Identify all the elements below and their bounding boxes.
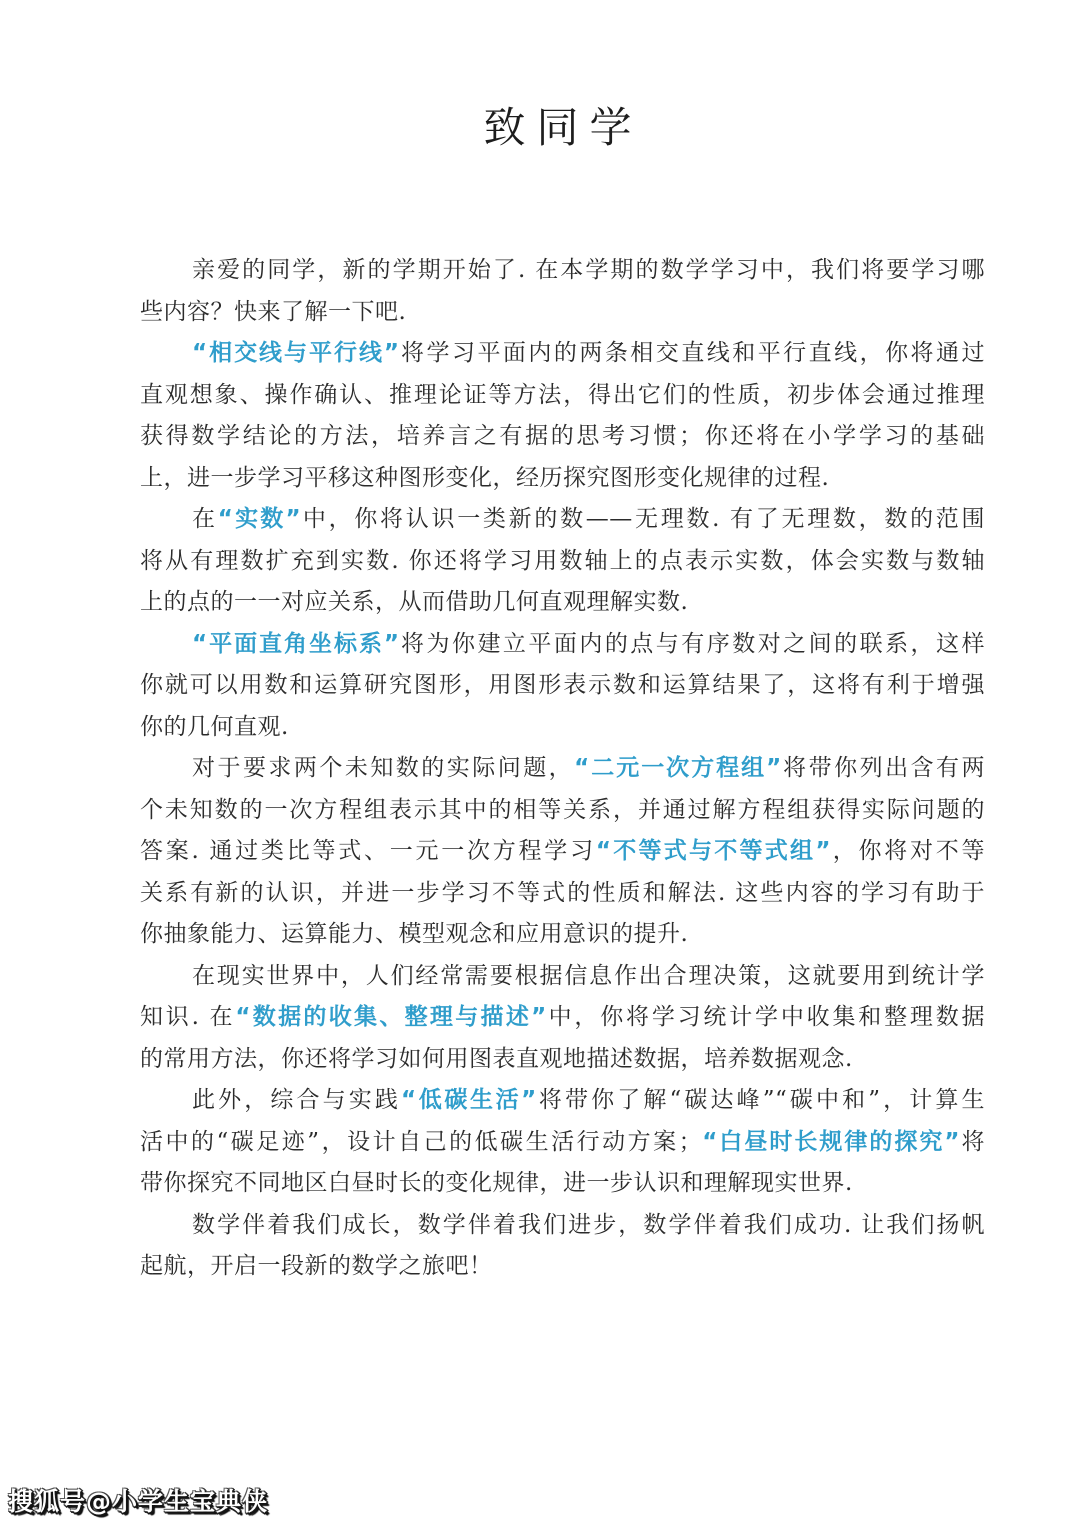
highlighted-term: “低碳生活” [400,1087,537,1113]
text-run: 起航，开启一段新的数学之旅吧！ [140,1253,493,1279]
text-run: 将从有理数扩充到实数. 你还将学习用数轴上的点表示实数，体会实数与数轴 [140,547,985,574]
highlighted-term: “相交线与平行线” [192,340,400,366]
text-run: 你抽象能力、运算能力、模型观念和应用意识的提升. [140,921,689,947]
text-line [140,748,985,790]
highlighted-term: “白昼时长规律的探究” [702,1128,960,1155]
text-line [140,1246,985,1288]
text-line [140,707,985,749]
text-run: 中，你将认识一类新的数——无理数. 有了无理数，数的范围 [300,506,986,532]
text-line [140,375,985,417]
text-run: 上，进一步学习平移这种图形变化，经历探究图形变化规律的过程. [140,464,830,491]
text-run: 在 [192,506,218,532]
text-run: 你就可以用数和运算研究图形，用图形表示数和运算结果了，这将有利于增强 [140,672,985,698]
text-line [140,499,985,541]
highlighted-term: “平面直角坐标系” [192,630,400,657]
text-line [140,333,985,375]
highlighted-term: “二元一次方程组” [574,755,782,781]
paragraph [140,1080,985,1205]
text-run: 在现实世界中，人们经常需要根据信息作出合理决策，这就要用到统计学 [192,962,985,989]
paragraph [140,1205,985,1288]
paragraph [140,250,985,333]
text-line [140,582,985,624]
text-line [140,624,985,666]
text-line [140,541,985,583]
text-run: 上的点的一一对应关系，从而借助几何直观理解实数. [140,589,689,615]
document-body [140,250,985,1288]
text-line [140,458,985,500]
text-line [140,1205,985,1247]
text-run: 中，你将学习统计学中收集和整理数据 [546,1004,986,1030]
text-run: 活中的“碳足迹”，设计自己的低碳生活行动方案； [140,1128,703,1155]
text-run: 将带你了解“碳达峰”“碳中和”，计算生 [536,1087,986,1113]
text-run: 将带你列出含有两 [781,755,986,781]
highlighted-term: “数据的收集、整理与描述” [235,1004,547,1030]
paragraph [140,748,985,956]
page-title: 致同学 [483,103,643,152]
text-run: 直观想象、操作确认、推理论证等方法，得出它们的性质，初步体会通过推理 [140,381,985,408]
text-line [140,1163,985,1205]
text-run: 的常用方法，你还将学习如何用图表直观地描述数据，培养数据观念. [140,1045,853,1072]
text-run: 关系有新的认识，并进一步学习不等式的性质和解法. 这些内容的学习有助于 [140,879,985,906]
paragraph [140,333,985,499]
text-line [140,665,985,707]
text-run: 个未知数的一次方程组表示其中的相等关系，并通过解方程组获得实际问题的 [140,796,985,823]
text-line [140,914,985,956]
text-run: 你的几何直观. [140,713,289,740]
text-line [140,416,985,458]
text-run: 此外，综合与实践 [192,1087,401,1113]
text-line [140,831,985,873]
text-run: 亲爱的同学，新的学期开始了. 在本学期的数学学习中，我们将要学习哪 [192,257,985,283]
text-line [140,1122,985,1164]
text-run: 将为你建立平面内的点与有序数对之间的联系，这样 [399,630,986,657]
text-line [140,292,985,334]
text-run: 带你探究不同地区白昼时长的变化规律，进一步认识和理解现实世界. [140,1170,853,1196]
text-run: 获得数学结论的方法，培养言之有据的思考习惯；你还将在小学学习的基础 [140,423,985,449]
text-run: 些内容？快来了解一下吧. [140,298,407,325]
text-line [140,956,985,998]
text-run: 数学伴着我们成长，数学伴着我们进步，数学伴着我们成功. 让我们扬帆 [192,1211,985,1238]
text-line [140,790,985,832]
highlighted-term: “实数” [217,506,301,532]
highlighted-term: “不等式与不等式组” [595,838,831,864]
text-line [140,1039,985,1081]
text-line [140,250,985,292]
text-line [140,1080,985,1122]
text-run: 答案. 通过类比等式、一元一次方程学习 [140,838,596,864]
text-run: ，你将对不等 [830,838,986,864]
watermark: 搜狐号@小学生宝典侠 [8,1487,269,1516]
text-line [140,997,985,1039]
text-run: 对于要求两个未知数的实际问题， [192,755,575,781]
text-run: 知识. 在 [140,1004,236,1030]
paragraph [140,499,985,624]
paragraph [140,956,985,1081]
text-run: 将学习平面内的两条相交直线和平行直线，你将通过 [399,340,986,366]
paragraph [140,624,985,749]
text-run: 将 [959,1128,986,1155]
text-line [140,873,985,915]
